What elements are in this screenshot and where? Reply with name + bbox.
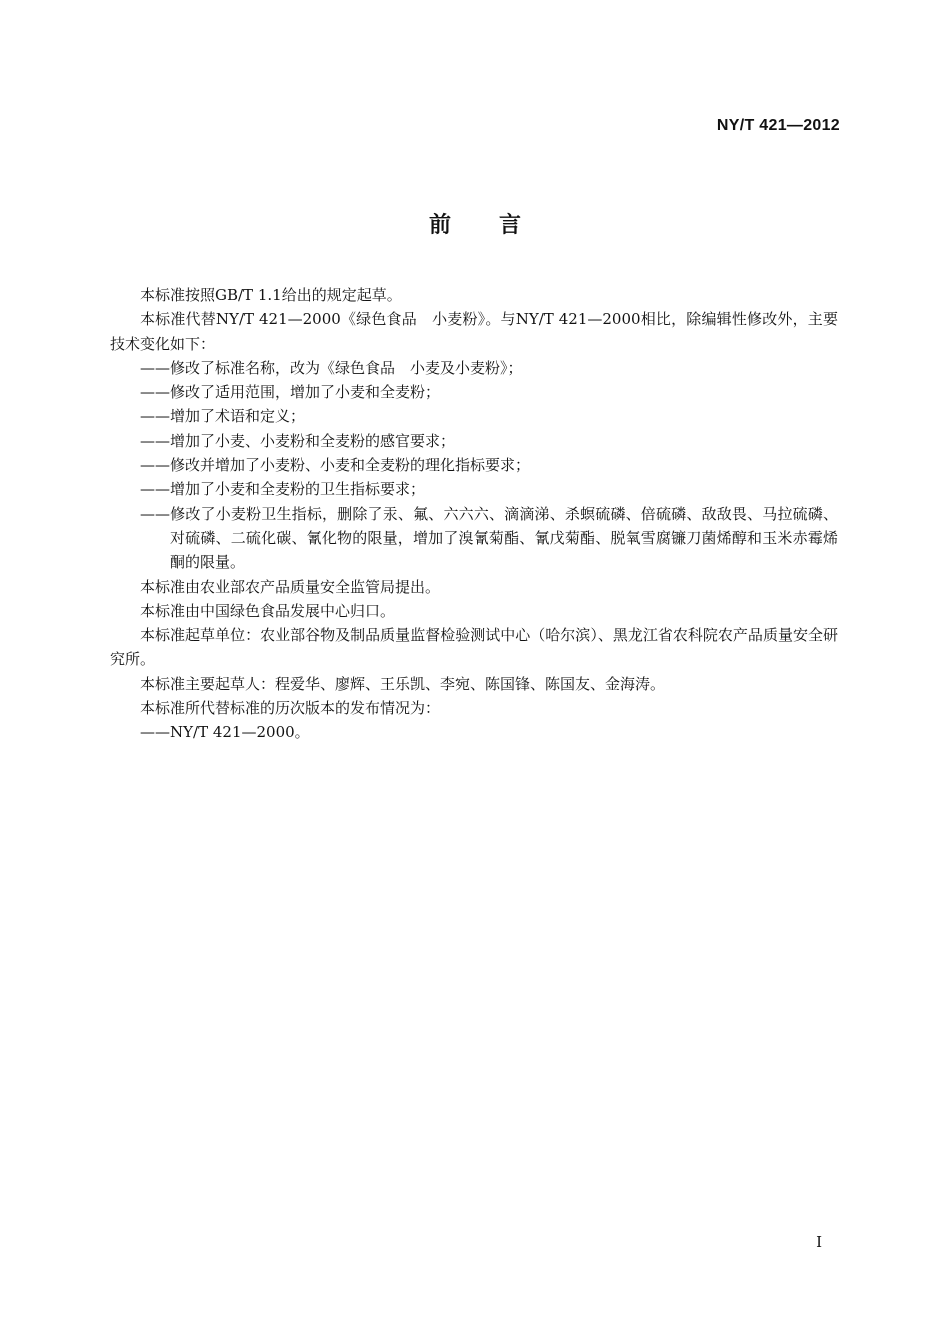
paragraph-drafting-units: 本标准起草单位：农业部谷物及制品质量监督检验测试中心（哈尔滨）、黑龙江省农科院农产品质量安全研究所。 [110, 626, 838, 669]
paragraph-drafters: 本标准主要起草人：程爱华、廖辉、王乐凯、李宛、陈国锋、陈国友、金海涛。 [140, 674, 666, 693]
foreword-body [110, 283, 838, 745]
history-item: ——NY/T 421—2000。 [140, 723, 310, 742]
change-item: ——增加了小麦和全麦粉的卫生指标要求； [140, 480, 426, 499]
change-item: ——修改了标准名称，改为《绿色食品 小麦及小麦粉》； [140, 358, 523, 377]
change-item: ——增加了小麦、小麦粉和全麦粉的感官要求； [140, 431, 456, 450]
paragraph-proposer: 本标准由农业部农产品质量安全监管局提出。 [140, 577, 441, 596]
change-item: ——修改并增加了小麦粉、小麦和全麦粉的理化指标要求； [140, 456, 531, 475]
standard-code: NY/T 421—2012 [716, 117, 840, 134]
change-item: ——增加了术语和定义； [140, 407, 306, 426]
paragraph-replacement: 本标准代替NY/T 421—2000《绿色食品 小麦粉》。与NY/T 421—2000相比，除编辑性修改外，主要技术变化如下： [110, 310, 838, 353]
page-title: 前言 [428, 213, 569, 238]
page-number: I [816, 1233, 822, 1251]
change-item: ——修改了小麦粉卫生指标，删除了汞、氟、六六六、滴滴涕、杀螟硫磷、倍硫磷、敌敌畏、马拉硫磷、对硫磷、二硫化碳、氰化物的限量，增加了溴氰菊酯、氰戊菊酯、脱氧雪腐镰刀菌烯醇和玉米赤霉烯酮的限量。 [140, 504, 838, 572]
change-item: ——修改了适用范围，增加了小麦和全麦粉； [140, 383, 441, 402]
paragraph-drafting-rule: 本标准按照GB/T 1.1给出的规定起草。 [140, 286, 402, 304]
paragraph-centralized: 本标准由中国绿色食品发展中心归口。 [140, 601, 396, 620]
paragraph-history-intro: 本标准所代替标准的历次版本的发布情况为： [140, 699, 441, 718]
